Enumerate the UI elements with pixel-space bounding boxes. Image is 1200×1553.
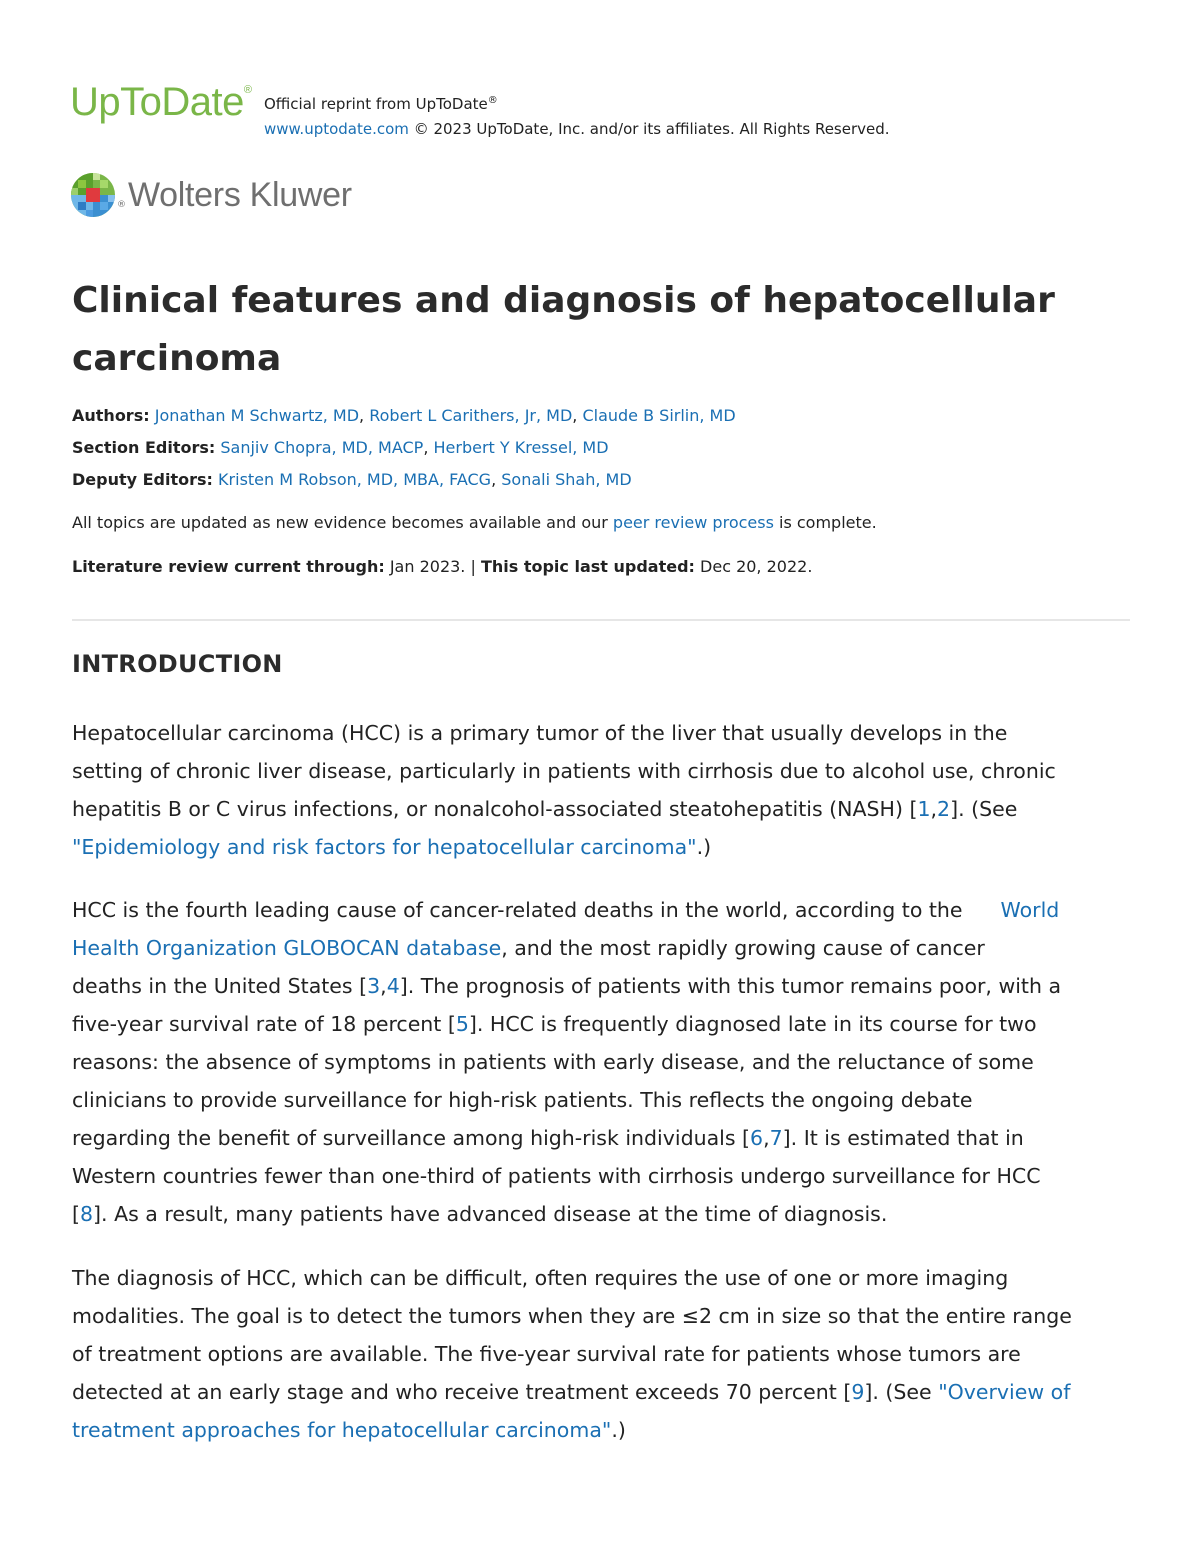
intro-paragraph-1: Hepatocellular carcinoma (HCC) is a primary tumor of the liver that usually develops in the setting of chronic liver disease, particularly in patients with cirrhosis due to alcohol use, chronic hepatitis B or C virus infections, or nonalcohol-associated steatohepatitis (NASH) [1,2]. (See "Epidemiology and risk factors for hepatocellular carcinoma".): [72, 721, 1056, 859]
deputy-editors-line: Deputy Editors: Kristen M Robson, MD, MBA, FACG, Sonali Shah, MD: [72, 470, 632, 489]
reference-link[interactable]: 5: [455, 1012, 469, 1036]
section-editor-link[interactable]: Sanjiv Chopra, MD, MACP: [220, 438, 424, 457]
reference-link[interactable]: 6: [750, 1126, 764, 1150]
reference-link[interactable]: 9: [851, 1380, 865, 1404]
reference-link[interactable]: 2: [937, 797, 951, 821]
treatment-overview-link[interactable]: "Overview of: [938, 1380, 1071, 1404]
author-link[interactable]: Jonathan M Schwartz, MD: [154, 406, 360, 425]
globocan-link[interactable]: World: [1000, 898, 1060, 922]
uptodate-logo: UpToDate®: [70, 80, 252, 124]
globocan-link[interactable]: Health Organization GLOBOCAN database: [72, 936, 502, 960]
uptodate-site-link[interactable]: www.uptodate.com: [264, 120, 409, 138]
reference-link[interactable]: 7: [769, 1126, 783, 1150]
authors-line: Authors: Jonathan M Schwartz, MD, Robert L Carithers, Jr, MD, Claude B Sirlin, MD: [72, 406, 736, 425]
publisher-name: Wolters Kluwer: [128, 175, 352, 214]
intro-paragraph-2: HCC is the fourth leading cause of cancer-related deaths in the world, according to the World Health Organization GLOBOCAN database, and the most rapidly growing cause of cancer deaths in the United States [3,4]. The prognosis of patients with this tumor remains poor, with a five-year survival rate of 18 percent [5]. HCC is frequently diagnosed late in its course for two reasons: the absence of symptoms in patients with early disease, and the reluctance of some clinicians to provide surveillance for high-risk patients. This reflects the ongoing debate regarding the benefit of surveillance among high-risk individuals [6,7]. It is estimated that in Western countries fewer than one-third of patients with cirrhosis undergo surveillance for HCC [8]. As a result, many patients have advanced disease at the time of diagnosis.: [72, 898, 1062, 1226]
intro-paragraph-3: The diagnosis of HCC, which can be difficult, often requires the use of one or more imaging modalities. The goal is to detect the tumors when they are ≤2 cm in size so that the entire range of treatment options are available. The five-year survival rate for patients whose tumors are detected at an early stage and who receive treatment exceeds 70 percent [9]. (See "Overview of treatment approaches for hepatocellular carcinoma".): [72, 1266, 1072, 1442]
reprint-notice: Official reprint from UpToDate® www.uptodate.com © 2023 UpToDate, Inc. and/or its affiliates. All Rights Reserved.: [264, 95, 890, 138]
treatment-overview-link[interactable]: treatment approaches for hepatocellular carcinoma": [72, 1418, 612, 1442]
peer-review-link[interactable]: peer review process: [612, 513, 774, 532]
reference-link[interactable]: 8: [80, 1202, 94, 1226]
deputy-editor-link[interactable]: Kristen M Robson, MD, MBA, FACG: [218, 470, 492, 489]
copyright-text: © 2023 UpToDate, Inc. and/or its affiliates. All Rights Reserved.: [408, 120, 890, 138]
author-link[interactable]: Robert L Carithers, Jr, MD: [369, 406, 573, 425]
reprint-line: Official reprint from UpToDate: [264, 95, 488, 113]
wolters-kluwer-globe-icon: [70, 172, 116, 218]
divider: [72, 619, 1130, 621]
page-title: Clinical features and diagnosis of hepatocellular carcinoma: [72, 280, 1055, 379]
wolters-kluwer-logo: ® Wolters Kluwer: [70, 172, 352, 218]
reference-link[interactable]: 4: [386, 974, 400, 998]
literature-review-line: Literature review current through: Jan 2023. | This topic last updated: Dec 20, 2022.: [72, 557, 813, 576]
update-note: All topics are updated as new evidence becomes available and our peer review process is complete.: [72, 513, 877, 532]
deputy-editor-link[interactable]: Sonali Shah, MD: [501, 470, 632, 489]
reference-link[interactable]: 1: [917, 797, 931, 821]
section-editors-line: Section Editors: Sanjiv Chopra, MD, MACP, Herbert Y Kressel, MD: [72, 438, 609, 457]
reference-link[interactable]: 3: [367, 974, 381, 998]
section-heading: INTRODUCTION: [72, 650, 283, 678]
section-editor-link[interactable]: Herbert Y Kressel, MD: [433, 438, 609, 457]
author-link[interactable]: Claude B Sirlin, MD: [582, 406, 736, 425]
epidemiology-topic-link[interactable]: "Epidemiology and risk factors for hepatocellular carcinoma": [72, 835, 697, 859]
